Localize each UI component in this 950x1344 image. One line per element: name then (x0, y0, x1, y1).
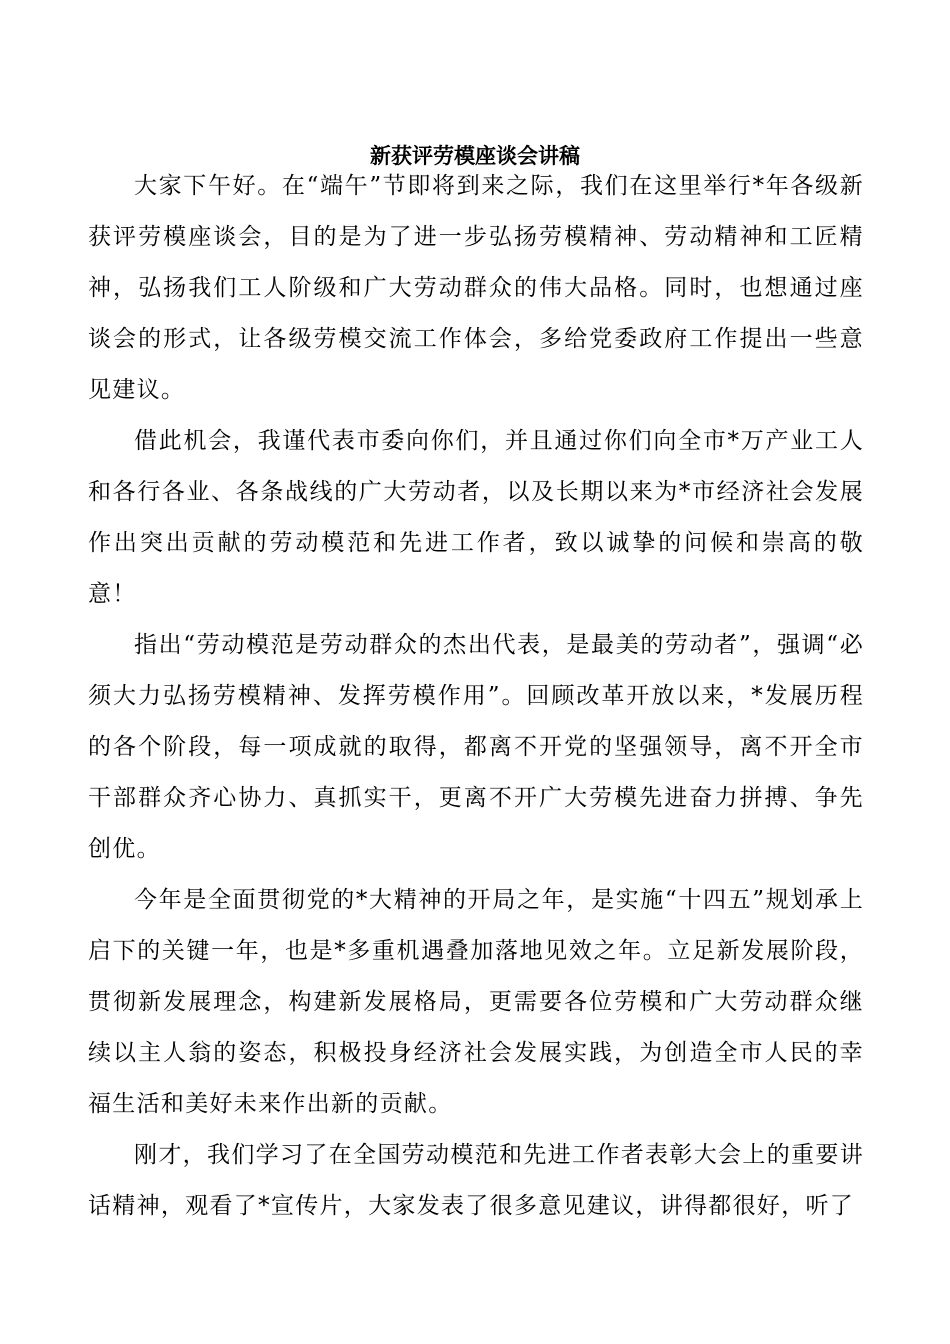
document-body (88, 161, 864, 1232)
paragraph-1: 大家下午好。在“端午”节即将到来之际，我们在这里举行*年各级新获评劳模座谈会，目的是为了进一步弘扬劳模精神、劳动精神和工匠精神，弘扬我们工人阶级和广大劳动群众的伟大品格。同时，也想通过座谈会的形式，让各级劳模交流工作体会，多给党委政府工作提出一些意见建议。 (88, 173, 864, 403)
paragraph-3: 指出“劳动模范是劳动群众的杰出代表，是最美的劳动者”，强调“必须大力弘扬劳模精神、发挥劳模作用”。回顾改革开放以来，*发展历程的各个阶段，每一项成就的取得，都离不开党的坚强领导，离不开全市干部群众齐心协力、真抓实干，更离不开广大劳模先进奋力拼搏、争先创优。 (88, 632, 864, 862)
paragraph-2: 借此机会，我谨代表市委向你们，并且通过你们向全市*万产业工人和各行各业、各条战线的广大劳动者，以及长期以来为*市经济社会发展作出突出贡献的劳动模范和先进工作者，致以诚挚的问候和崇高的敬意！ (88, 428, 864, 607)
paragraph-5: 刚才，我们学习了在全国劳动模范和先进工作者表彰大会上的重要讲话精神，观看了*宣传片，大家发表了很多意见建议，讲得都很好，听了 (88, 1142, 864, 1219)
paragraph-4: 今年是全面贯彻党的*大精神的开局之年，是实施“十四五”规划承上启下的关键一年，也是*多重机遇叠加落地见效之年。立足新发展阶段，贯彻新发展理念，构建新发展格局，更需要各位劳模和广大劳动群众继续以主人翁的姿态，积极投身经济社会发展实践，为创造全市人民的幸福生活和美好未来作出新的贡献。 (88, 887, 864, 1117)
document-title: 新获评劳模座谈会讲稿 (370, 143, 580, 168)
